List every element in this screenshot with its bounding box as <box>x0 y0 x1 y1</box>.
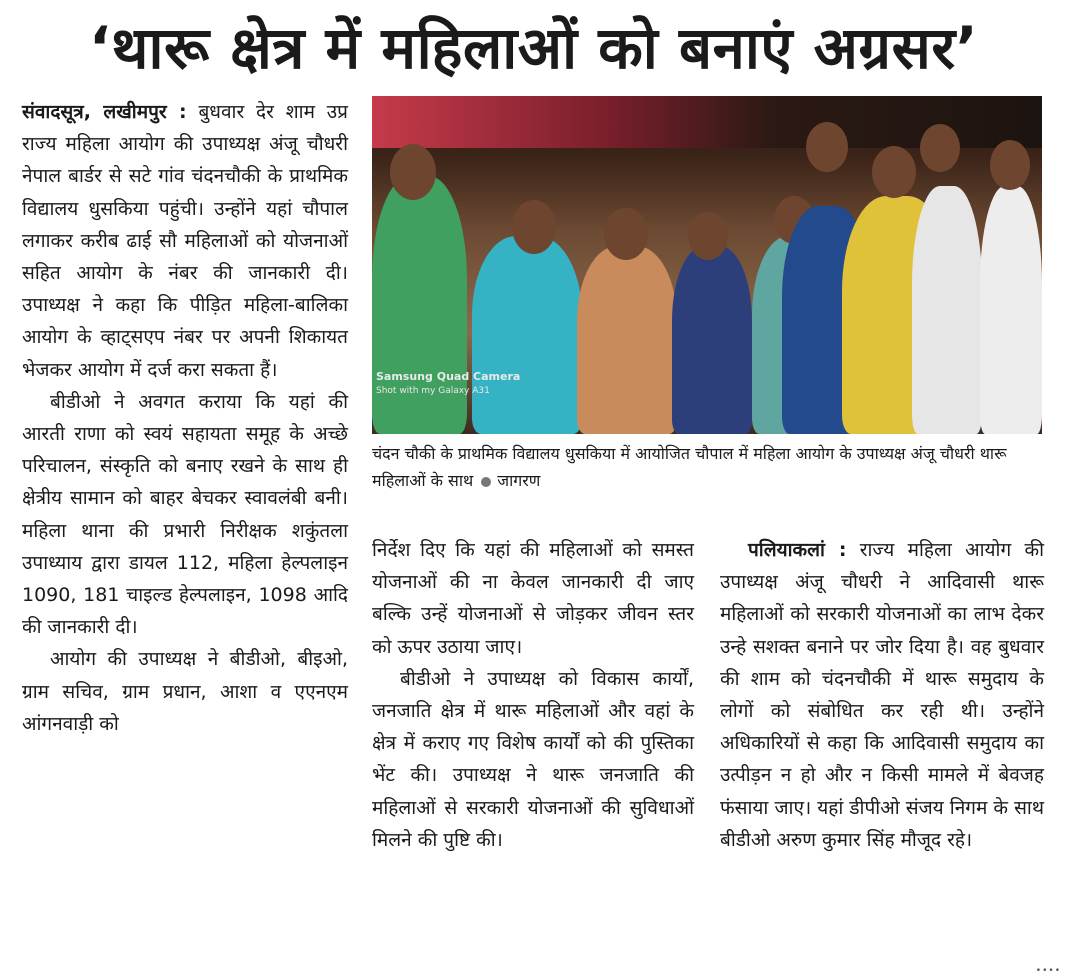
news-photo <box>372 96 1042 434</box>
bullet-icon <box>481 477 491 487</box>
photo-figure <box>980 186 1042 434</box>
article-column-2 <box>372 534 694 856</box>
dateline: पलियाकलां : <box>748 539 847 561</box>
article-column-3 <box>720 534 1044 856</box>
photo-figure <box>672 246 752 434</box>
photo-figure <box>912 186 982 434</box>
headline: ‘थारू क्षेत्र में महिलाओं को बनाएं अग्रसर’ <box>88 14 979 82</box>
paragraph: बीडीओ ने अवगत कराया कि यहां की आरती राणा को स्वयं सहायता समूह के अच्छे परिचालन, संस्कृति को बनाए रखने के साथ ही क्षेत्रीय सामान को बाहर बेचकर स्वावलंबी बनी। महिला थाना की प्रभारी निरीक्षक शकुंतला उपाध्याय द्वारा डायल 112, महिला हेल्पलाइन 1090, 181 चाइल्ड हेल्पलाइन, 1098 आदि की जानकारी दी। <box>22 390 348 639</box>
decorative-dots: •••• <box>1035 966 1061 976</box>
photo-figure <box>472 236 582 434</box>
paragraph: निर्देश दिए कि यहां की महिलाओं को समस्त योजनाओं की ना केवल जानकारी दी जाए बल्कि उन्हें योजनाओं से जोड़कर जीवन स्तर को ऊपर उठाया जाए। <box>372 539 694 658</box>
caption-text: चंदन चौकी के प्राथमिक विद्यालय धुसकिया में आयोजित चौपाल में महिला आयोग के उपाध्यक्ष अंजू चौधरी थारू महिलाओं के साथ <box>372 444 1007 490</box>
photo-caption <box>372 440 1044 494</box>
dateline: संवादसूत्र, लखीमपुर : <box>22 101 187 123</box>
article-column-1 <box>22 96 348 740</box>
paragraph: आयोग की उपाध्यक्ष ने बीडीओ, बीइओ, ग्राम सचिव, ग्राम प्रधान, आशा व एएनएम आंगनवाड़ी को <box>22 648 348 735</box>
paragraph: पलियाकलां : राज्य महिला आयोग की उपाध्यक्ष अंजू चौधरी ने आदिवासी थारू महिलाओं को सरकारी योजनाओं का लाभ देकर उन्हे सशक्त बनाने पर जोर दिया है। वह बुधवार की शाम को चंदनचौकी में थारू समुदाय के लोगों को संबोधित कर रही थी। उन्होंने अधिकारियों से कहा कि आदिवासी समुदाय का उत्पीड़न न हो और न किसी मामले में बेवजह फंसाया जाए। यहां डीपीओ संजय निगम के साथ बीडीओ अरुण कुमार सिंह मौजूद रहे। <box>720 539 1044 851</box>
camera-watermark: Samsung Quad Camera Shot with my Galaxy A31 <box>376 370 521 396</box>
caption-credit: जागरण <box>497 471 541 490</box>
paragraph: बीडीओ ने उपाध्यक्ष को विकास कार्यों, जनजाति क्षेत्र में थारू महिलाओं और वहां के क्षेत्र में कराए गए विशेष कार्यों को की पुस्तिका भेंट की। उपाध्यक्ष ने थारू जनजाति की महिलाओं से सरकारी योजनाओं की सुविधाओं मिलने की पुष्टि की। <box>372 667 694 851</box>
paragraph: संवादसूत्र, लखीमपुर : बुधवार देर शाम उप्र राज्य महिला आयोग की उपाध्यक्ष अंजू चौधरी नेपाल बार्डर से सटे गांव चंदनचौकी के प्राथमिक विद्यालय धुसकिया पहुंची। उन्होंने यहां चौपाल लगाकर करीब ढाई सौ महिलाओं को योजनाओं सहित आयोग के नंबर की जानकारी दी। उपाध्यक्ष ने कहा कि पीड़ित महिला-बालिका आयोग के व्हाट्सएप नंबर पर अपनी शिकायत भेजकर आयोग में दर्ज करा सकता हैं। <box>22 101 348 381</box>
photo-figure <box>577 246 677 434</box>
